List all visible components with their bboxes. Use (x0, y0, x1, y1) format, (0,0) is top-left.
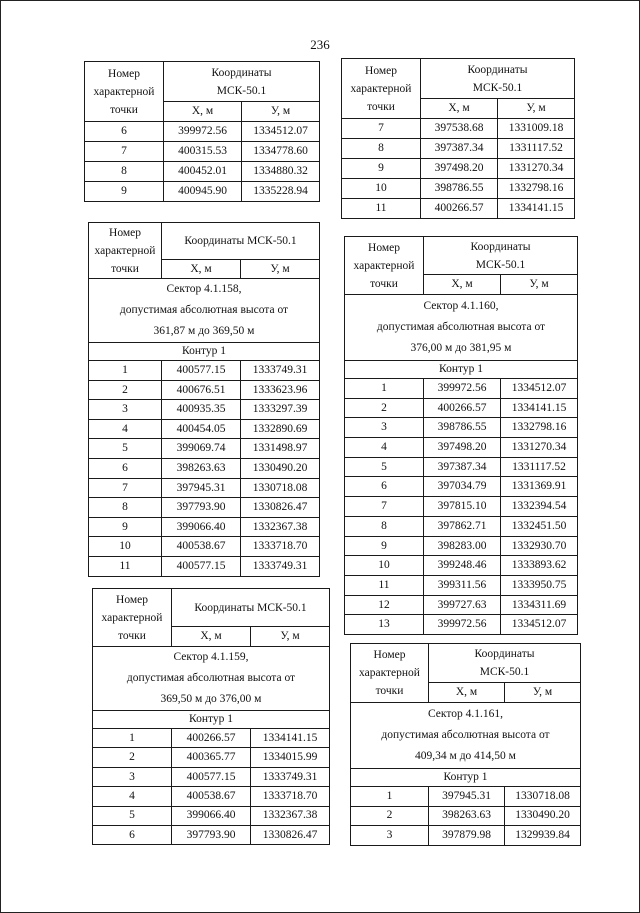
y-value: 1331117.52 (501, 457, 578, 477)
sector-title: Сектор 4.1.160, (423, 300, 499, 312)
x-value: 399066.40 (172, 806, 251, 825)
table-row (89, 380, 320, 400)
table-row (345, 615, 578, 635)
coordinates-table (350, 643, 581, 846)
point-number: 3 (345, 418, 424, 438)
sector-height-range: 376,00 м до 381,95 м (410, 342, 512, 354)
y-value: 1334311.69 (501, 595, 578, 615)
sector-height-range: 409,34 м до 414,50 м (415, 750, 516, 762)
x-value: 400452.01 (164, 162, 242, 182)
y-value: 1331369.91 (501, 477, 578, 497)
point-number: 7 (342, 119, 421, 139)
y-value: 1332798.16 (498, 179, 575, 199)
point-number-header: Номер характерной точки (342, 59, 421, 119)
point-number: 9 (342, 159, 421, 179)
contour-label: Контур 1 (345, 361, 578, 379)
x-value: 397879.98 (429, 826, 505, 846)
point-number: 3 (93, 767, 172, 786)
point-number: 10 (342, 179, 421, 199)
x-column-header: X, м (162, 260, 241, 279)
y-value: 1334512.07 (501, 615, 578, 635)
x-value: 397793.90 (172, 825, 251, 844)
contour-label: Контур 1 (351, 769, 581, 787)
x-value: 397862.71 (424, 516, 501, 536)
point-number: 9 (345, 536, 424, 556)
y-value: 1331270.34 (498, 159, 575, 179)
table-row (345, 595, 578, 615)
coordinates-header: Координаты МСК-50.1 (429, 644, 581, 683)
y-value: 1334015.99 (251, 748, 330, 767)
table-row (345, 398, 578, 418)
point-number: 8 (342, 139, 421, 159)
point-number: 1 (93, 729, 172, 748)
point-number: 6 (89, 458, 162, 478)
coordinates-table (84, 61, 320, 202)
table-row (342, 199, 575, 219)
table-row (345, 379, 578, 399)
point-number: 11 (342, 199, 421, 219)
y-value: 1332798.16 (501, 418, 578, 438)
point-number: 6 (93, 825, 172, 844)
y-value: 1334141.15 (251, 729, 330, 748)
point-number: 1 (351, 787, 429, 807)
point-number: 7 (85, 142, 164, 162)
y-value: 1333297.39 (241, 400, 320, 420)
table-row (342, 159, 575, 179)
table-row (345, 457, 578, 477)
point-number: 2 (89, 380, 162, 400)
table-row (85, 182, 320, 202)
y-value: 1331498.97 (241, 439, 320, 459)
x-column-header: X, м (164, 102, 242, 122)
y-value: 1333749.31 (241, 361, 320, 381)
table-row (342, 119, 575, 139)
y-value: 1333718.70 (241, 537, 320, 557)
y-column-header: У, м (501, 275, 578, 295)
y-value: 1330826.47 (251, 825, 330, 844)
x-value: 398263.63 (429, 806, 505, 826)
x-column-header: X, м (172, 627, 251, 647)
table-row (351, 826, 581, 846)
point-number: 10 (89, 537, 162, 557)
table-row (85, 122, 320, 142)
coordinates-table (92, 588, 330, 845)
table-row (89, 361, 320, 381)
y-value: 1332451.50 (501, 516, 578, 536)
point-number-header: Номер характерной точки (345, 237, 424, 295)
x-value: 397793.90 (162, 498, 241, 518)
x-value: 400365.77 (172, 748, 251, 767)
sector-height-text: допустимая абсолютная высота от (381, 729, 550, 741)
table-row (351, 806, 581, 826)
table-row (93, 806, 330, 825)
y-value: 1333749.31 (251, 767, 330, 786)
x-column-header: X, м (424, 275, 501, 295)
point-number: 9 (89, 517, 162, 537)
x-value: 399972.56 (424, 615, 501, 635)
table-row (342, 179, 575, 199)
x-value: 397387.34 (424, 457, 501, 477)
table-row (89, 458, 320, 478)
y-value: 1331117.52 (498, 139, 575, 159)
y-value: 1333749.31 (241, 556, 320, 576)
y-value: 1332930.70 (501, 536, 578, 556)
x-value: 400676.51 (162, 380, 241, 400)
x-value: 399972.56 (424, 379, 501, 399)
sector-height-text: допустимая абсолютная высота от (376, 321, 546, 333)
point-number: 10 (345, 556, 424, 576)
y-value: 1333718.70 (251, 787, 330, 806)
table-row (89, 537, 320, 557)
sector-height-range: 361,87 м до 369,50 м (153, 325, 255, 337)
point-number-header: Номер характерной точки (93, 589, 172, 647)
x-value: 400538.67 (172, 787, 251, 806)
sector-description (93, 647, 330, 711)
point-number-header: Номер характерной точки (89, 223, 162, 279)
x-value: 398283.00 (424, 536, 501, 556)
y-value: 1330490.20 (505, 806, 581, 826)
y-value: 1334512.07 (501, 379, 578, 399)
x-value: 397034.79 (424, 477, 501, 497)
coordinates-header: Координаты МСК-50.1 (421, 59, 575, 99)
x-column-header: X, м (429, 683, 505, 703)
coordinates-header: Координаты МСК-50.1 (172, 589, 330, 627)
x-value: 397498.20 (424, 438, 501, 458)
table-row (345, 556, 578, 576)
y-value: 1332367.38 (251, 806, 330, 825)
page-number: 236 (310, 37, 330, 52)
table-row (342, 139, 575, 159)
y-column-header: У, м (498, 99, 575, 119)
table-row (89, 400, 320, 420)
x-value: 400266.57 (172, 729, 251, 748)
y-value: 1334778.60 (242, 142, 320, 162)
x-value: 400266.57 (424, 398, 501, 418)
contour-label: Контур 1 (93, 711, 330, 729)
table-row (89, 556, 320, 576)
x-value: 400315.53 (164, 142, 242, 162)
point-number: 9 (85, 182, 164, 202)
table-row (89, 478, 320, 498)
y-value: 1330718.08 (505, 787, 581, 807)
y-column-header: У, м (242, 102, 320, 122)
point-number: 13 (345, 615, 424, 635)
coordinates-table (88, 222, 320, 577)
point-number: 2 (93, 748, 172, 767)
table-row (345, 536, 578, 556)
y-value: 1334141.15 (501, 398, 578, 418)
x-value: 398786.55 (424, 418, 501, 438)
y-value: 1334141.15 (498, 199, 575, 219)
table-row (93, 748, 330, 767)
y-value: 1333623.96 (241, 380, 320, 400)
coordinates-table (344, 236, 578, 635)
table-row (345, 418, 578, 438)
point-number: 5 (89, 439, 162, 459)
point-number: 12 (345, 595, 424, 615)
point-number-header: Номер характерной точки (351, 644, 429, 703)
x-column-header: X, м (421, 99, 498, 119)
point-number: 1 (345, 379, 424, 399)
point-number: 3 (89, 400, 162, 420)
table-row (345, 497, 578, 517)
point-number: 2 (351, 806, 429, 826)
point-number: 5 (345, 457, 424, 477)
table-row (93, 767, 330, 786)
table-row (85, 162, 320, 182)
point-number: 5 (93, 806, 172, 825)
sector-height-range: 369,50 м до 376,00 м (160, 693, 262, 705)
x-value: 397945.31 (162, 478, 241, 498)
y-value: 1330490.20 (241, 458, 320, 478)
point-number: 11 (345, 575, 424, 595)
x-value: 400577.15 (172, 767, 251, 786)
table-row (89, 498, 320, 518)
y-value: 1330718.08 (241, 478, 320, 498)
y-value: 1334512.07 (242, 122, 320, 142)
table-row (351, 787, 581, 807)
y-value: 1334880.32 (242, 162, 320, 182)
contour-label: Контур 1 (89, 343, 320, 361)
x-value: 397498.20 (421, 159, 498, 179)
table-row (345, 575, 578, 595)
point-number: 6 (85, 122, 164, 142)
x-value: 399311.56 (424, 575, 501, 595)
sector-title: Сектор 4.1.161, (428, 708, 503, 720)
x-value: 400577.15 (162, 361, 241, 381)
sector-title: Сектор 4.1.159, (173, 651, 249, 663)
sector-height-text: допустимая абсолютная высота от (119, 304, 289, 316)
y-value: 1331009.18 (498, 119, 575, 139)
sector-description (345, 295, 578, 361)
point-number-header: Номер характерной точки (85, 62, 164, 122)
sector-title: Сектор 4.1.158, (166, 283, 242, 295)
x-value: 397815.10 (424, 497, 501, 517)
table-row (89, 419, 320, 439)
point-number: 8 (85, 162, 164, 182)
x-value: 399248.46 (424, 556, 501, 576)
x-value: 399066.40 (162, 517, 241, 537)
table-row (345, 516, 578, 536)
x-value: 397387.34 (421, 139, 498, 159)
y-value: 1333950.75 (501, 575, 578, 595)
point-number: 7 (345, 497, 424, 517)
x-value: 398263.63 (162, 458, 241, 478)
y-column-header: У, м (241, 260, 320, 279)
x-value: 398786.55 (421, 179, 498, 199)
point-number: 4 (345, 438, 424, 458)
y-value: 1329939.84 (505, 826, 581, 846)
y-value: 1330826.47 (241, 498, 320, 518)
x-value: 397945.31 (429, 787, 505, 807)
x-value: 399727.63 (424, 595, 501, 615)
table-row (345, 438, 578, 458)
coordinates-header: Координаты МСК-50.1 (424, 237, 578, 275)
y-column-header: У, м (505, 683, 581, 703)
coordinates-header: Координаты МСК-50.1 (164, 62, 320, 102)
point-number: 8 (89, 498, 162, 518)
table-row (93, 729, 330, 748)
point-number: 8 (345, 516, 424, 536)
x-value: 399069.74 (162, 439, 241, 459)
x-value: 400266.57 (421, 199, 498, 219)
point-number: 6 (345, 477, 424, 497)
x-value: 399972.56 (164, 122, 242, 142)
coordinates-table (341, 58, 575, 219)
x-value: 400577.15 (162, 556, 241, 576)
y-column-header: У, м (251, 627, 330, 647)
coordinates-header: Координаты МСК-50.1 (162, 223, 320, 260)
y-value: 1332367.38 (241, 517, 320, 537)
x-value: 400945.90 (164, 182, 242, 202)
point-number: 11 (89, 556, 162, 576)
table-row (345, 477, 578, 497)
sector-description (89, 279, 320, 343)
table-row (85, 142, 320, 162)
x-value: 400935.35 (162, 400, 241, 420)
y-value: 1335228.94 (242, 182, 320, 202)
x-value: 400538.67 (162, 537, 241, 557)
y-value: 1331270.34 (501, 438, 578, 458)
table-row (93, 787, 330, 806)
point-number: 3 (351, 826, 429, 846)
point-number: 7 (89, 478, 162, 498)
y-value: 1332394.54 (501, 497, 578, 517)
sector-description (351, 703, 581, 769)
table-row (89, 517, 320, 537)
sector-height-text: допустимая абсолютная высота от (126, 672, 296, 684)
point-number: 2 (345, 398, 424, 418)
point-number: 4 (93, 787, 172, 806)
x-value: 397538.68 (421, 119, 498, 139)
y-value: 1333893.62 (501, 556, 578, 576)
point-number: 1 (89, 361, 162, 381)
x-value: 400454.05 (162, 419, 241, 439)
table-row (89, 439, 320, 459)
y-value: 1332890.69 (241, 419, 320, 439)
table-row (93, 825, 330, 844)
point-number: 4 (89, 419, 162, 439)
